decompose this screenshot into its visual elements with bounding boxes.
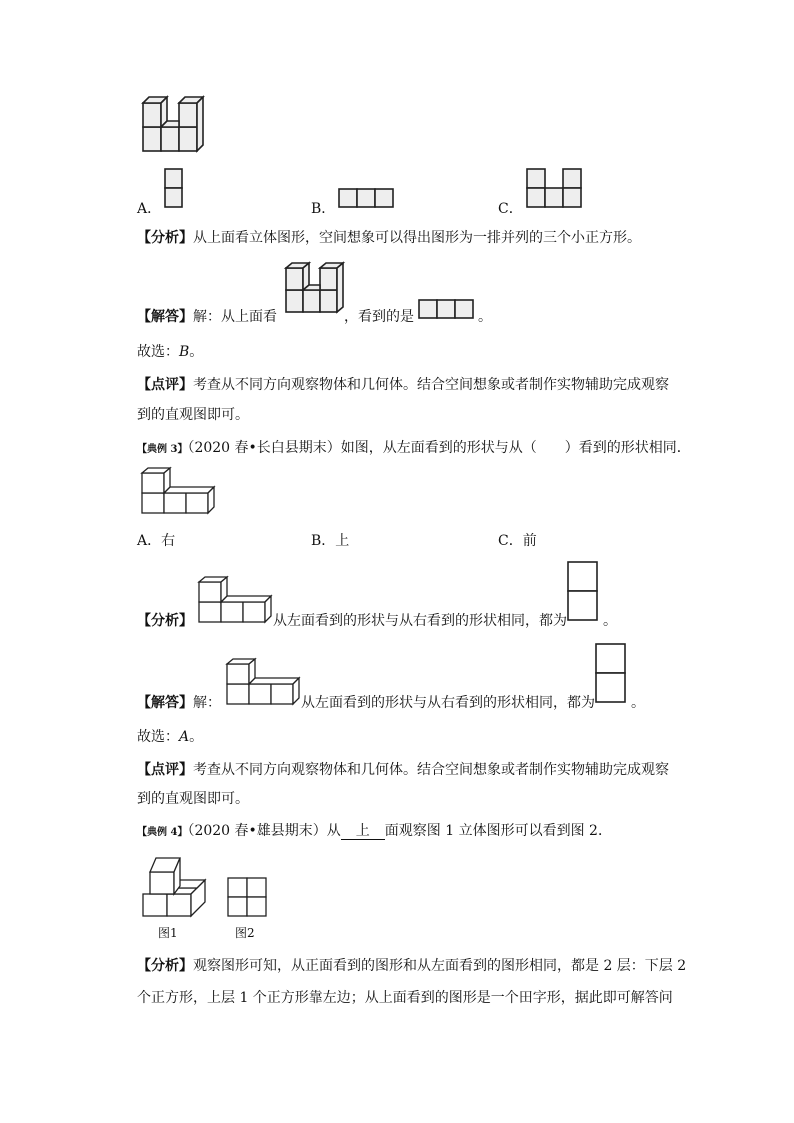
ex4-analysis-tag: 【分析】 xyxy=(137,958,193,974)
ex4-question-pre: （2020 春•雄县期末）从 xyxy=(187,823,341,839)
ex2-review-line1 xyxy=(137,375,669,395)
ex3-choice-end: 。 xyxy=(189,729,204,745)
ex4-tag: 【典例 4】 xyxy=(137,827,188,838)
ex4-question-post: 面观察图 1 立体图形可以看到图 2． xyxy=(384,823,612,839)
ex3-l-shaped-cube-figure xyxy=(140,467,220,517)
choice-end: 。 xyxy=(189,344,204,360)
u-shaped-cube-figure xyxy=(140,96,210,158)
ex3-choice-letter: A xyxy=(179,729,190,745)
answer-pre: 解：从上面看 xyxy=(193,309,277,325)
answer-end: 。 xyxy=(478,309,492,325)
option-c-u-front-view xyxy=(526,168,584,210)
ex2-analysis xyxy=(137,228,641,248)
ex3-option-b: B．上 xyxy=(311,533,350,549)
choice-letter: B xyxy=(179,344,190,360)
ex3-question xyxy=(137,438,691,460)
ex4-analysis-line1 xyxy=(137,956,686,976)
ex3-question-text: （2020 春•长白县期末）如图，从左面看到的形状与从（ ）看到的形状相同． xyxy=(187,440,691,456)
ex3-analysis-cube-figure xyxy=(197,576,275,624)
ex3-answer-end: 。 xyxy=(631,695,645,711)
ex3-answer-text: 从左面看到的形状与从右看到的形状相同，都为 xyxy=(301,695,595,711)
ex4-fig1-label: 图1 xyxy=(158,926,178,940)
choice-prefix: 故选： xyxy=(137,344,179,360)
analysis-text: 从上面看立体图形，空间想象可以得出图形为一排并列的三个小正方形。 xyxy=(193,230,641,246)
ex4-answer-blank: 上 xyxy=(341,823,385,840)
answer-tag: 【解答】 xyxy=(137,309,193,325)
review-text: 考查从不同方向观察物体和几何体。结合空间想象或者制作实物辅助完成观察 xyxy=(193,377,669,393)
option-b-three-squares-row xyxy=(338,188,396,210)
ex3-analysis-end: 。 xyxy=(603,613,617,629)
ex4-fig2-grid xyxy=(227,877,271,921)
ex3-analysis-result-two-squares xyxy=(567,561,601,623)
ex3-analysis-tag: 【分析】 xyxy=(137,613,193,629)
answer-u-cube-figure xyxy=(283,262,347,320)
ex4-analysis-line2: 个正方形，上层 1 个正方形靠左边；从上面看到的图形是一个田字形，据此即可解答问 xyxy=(137,990,673,1006)
ex3-analysis-text: 从左面看到的形状与从右看到的形状相同，都为 xyxy=(273,613,567,629)
review-tag: 【点评】 xyxy=(137,377,193,393)
ex3-answer-tag-line xyxy=(137,693,221,713)
option-b-label: B． xyxy=(311,201,336,217)
ex2-answer xyxy=(137,307,277,327)
ex4-fig2-label: 图2 xyxy=(235,926,255,940)
ex3-option-a: A．右 xyxy=(137,533,176,549)
option-c-label: C． xyxy=(498,201,523,217)
ex3-choice xyxy=(137,727,203,747)
ex3-review-line2: 到的直观图即可。 xyxy=(137,791,249,807)
ex3-tag: 【典例 3】 xyxy=(137,444,188,455)
ex3-analysis-tag-line xyxy=(137,611,193,631)
ex2-review-line2: 到的直观图即可。 xyxy=(137,407,249,423)
option-a-label: A． xyxy=(137,201,162,217)
option-a-vertical-two-squares xyxy=(164,168,184,210)
ex2-choice xyxy=(137,342,203,362)
answer-mid: ，看到的是 xyxy=(344,309,414,325)
ex4-question xyxy=(137,821,612,843)
answer-three-squares xyxy=(418,299,476,321)
ex3-answer-pre: 解： xyxy=(193,695,221,711)
analysis-tag: 【分析】 xyxy=(137,230,193,246)
ex3-review-tag: 【点评】 xyxy=(137,762,193,778)
ex3-option-c: C．前 xyxy=(498,533,537,549)
ex3-answer-result-two-squares xyxy=(595,643,629,705)
ex4-analysis-text: 观察图形可知，从正面看到的图形和从左面看到的图形相同，都是 2 层：下层 2 xyxy=(193,958,687,974)
ex3-answer-cube-figure xyxy=(225,658,303,706)
ex3-choice-prefix: 故选： xyxy=(137,729,179,745)
ex3-review-text: 考查从不同方向观察物体和几何体。结合空间想象或者制作实物辅助完成观察 xyxy=(193,762,669,778)
ex3-answer-tag: 【解答】 xyxy=(137,695,193,711)
ex3-review-line1 xyxy=(137,760,669,780)
ex4-fig1-cube-figure xyxy=(141,856,211,920)
